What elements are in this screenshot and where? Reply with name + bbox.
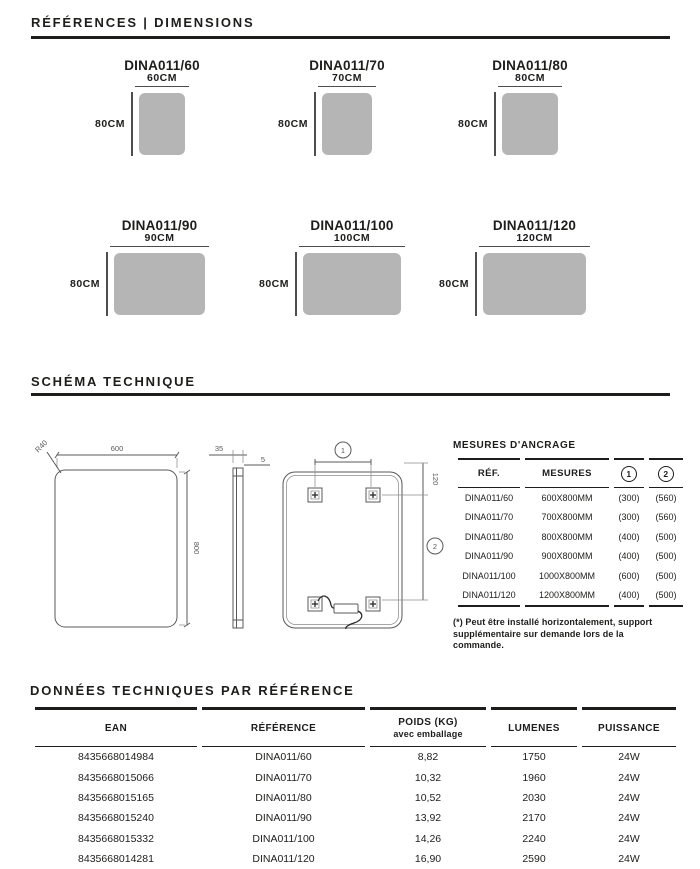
circled-2: 2 (658, 466, 674, 482)
cable-in (318, 596, 334, 608)
tech-row: 8435668014984 DINA011/60 8,82 1750 24W (78, 751, 640, 764)
width-dim-line (479, 246, 590, 248)
mirror-width-label: 60CM (146, 72, 178, 84)
mirror-width-label: 90CM (144, 232, 175, 244)
anchor-row: DINA011/80 800X800MM (400) (500) (464, 531, 677, 542)
anchor-table-title: MESURES D'ANCRAGE (453, 440, 576, 451)
callout-2-value: 2 (432, 542, 438, 551)
cable-out (346, 611, 362, 629)
section-title-schema: SCHÉMA TECHNIQUE (31, 374, 196, 389)
mirror-width-label: 70CM (331, 72, 363, 84)
mirror-ref: DINA011/120 (492, 218, 577, 233)
anchor-measures-panel (453, 440, 677, 607)
anchor-bracket (366, 597, 380, 611)
col-mesures: MESURES (525, 458, 609, 488)
anchor-footnote: (*) Peut être installé horizontalement, support supplémentaire sur demande lors de la commande. (453, 617, 653, 651)
section-title-dimensions: RÉFÉRENCES | DIMENSIONS (31, 15, 255, 30)
technical-drawing (30, 435, 450, 650)
circled-1: 1 (621, 466, 637, 482)
front-width-value: 600 (110, 444, 124, 453)
mirror-ref: DINA011/70 (309, 58, 385, 73)
mirror-width-label: 120CM (516, 232, 553, 244)
mirror-shape (483, 253, 586, 315)
mirror-card (258, 218, 401, 315)
mirror-shape (139, 93, 185, 155)
anchor-table (453, 458, 688, 607)
col-reference: RÉFÉRENCE (202, 707, 365, 747)
top-offset-value: 120 (431, 472, 440, 486)
technical-data-panel (30, 683, 671, 869)
section-title-tech-data: DONNÉES TECHNIQUES PAR RÉFÉRENCE (30, 683, 355, 698)
col-puissance: PUISSANCE (582, 707, 676, 747)
mirror-shape (114, 253, 205, 315)
side-view-profile (233, 468, 243, 628)
anchor-row: DINA011/100 1000X800MM (600) (500) (462, 570, 677, 581)
mirror-height-label: 80CM (69, 278, 100, 290)
anchor-row: DINA011/70 700X800MM (300) (560) (464, 512, 677, 523)
mirror-height-label: 80CM (258, 278, 289, 290)
led-driver (334, 604, 358, 613)
mirror-height-label: 80CM (457, 118, 488, 130)
mirror-ref: DINA011/80 (492, 58, 568, 73)
mirror-ref: DINA011/90 (121, 218, 198, 233)
col-poids: POIDS (KG) avec emballage (370, 707, 486, 747)
side-depth-value: 35 (214, 444, 224, 453)
width-dim-line (299, 246, 405, 248)
front-height-value: 800 (192, 541, 201, 555)
mirror-height-label: 80CM (94, 118, 125, 130)
mirror-card (69, 218, 205, 315)
width-dim-line (135, 86, 189, 88)
mirror-shape (322, 93, 372, 155)
col-callout-1 (614, 458, 644, 488)
mirror-ref: DINA011/100 (310, 218, 394, 233)
anchor-row: DINA011/90 900X800MM (400) (500) (464, 551, 677, 562)
mirror-card (457, 58, 568, 155)
mirror-height-label: 80CM (438, 278, 469, 290)
tech-row: 8435668014281 DINA011/120 16,90 2590 24W (78, 853, 640, 866)
mirror-height-label: 80CM (277, 118, 308, 130)
callout-1-value: 1 (340, 446, 346, 455)
front-view-outline (55, 470, 177, 627)
mirror-shape (502, 93, 558, 155)
technical-data-table (30, 707, 681, 869)
anchor-bracket (366, 488, 380, 502)
height-dim-line (106, 252, 108, 316)
tech-row: 8435668015066 DINA011/70 10,32 1960 24W (78, 771, 640, 784)
height-dim-line (295, 252, 297, 316)
mirror-width-label: 100CM (333, 232, 371, 244)
mirror-shape (303, 253, 401, 315)
height-dim-line (475, 252, 477, 316)
width-dim-line (110, 246, 209, 248)
mirror-ref: DINA011/60 (124, 58, 200, 73)
height-dim-line (494, 92, 496, 156)
anchor-bracket (308, 488, 322, 502)
tech-row: 8435668015332 DINA011/100 14,26 2240 24W (78, 832, 640, 845)
col-lumens: LUMENES (491, 707, 577, 747)
width-dim-line (498, 86, 562, 88)
width-dim-line (318, 86, 376, 88)
front-radius-value: R40 (33, 438, 50, 455)
tech-row: 8435668015240 DINA011/90 13,92 2170 24W (78, 812, 640, 825)
mirror-card (438, 218, 586, 315)
anchor-row: DINA011/60 600X800MM (300) (560) (464, 492, 677, 503)
section-rule (31, 393, 670, 396)
height-dim-line (314, 92, 316, 156)
col-callout-2 (649, 458, 683, 488)
tech-row: 8435668015165 DINA011/80 10,52 2030 24W (78, 791, 640, 804)
mirror-card (277, 58, 385, 155)
side-gap-value: 5 (260, 455, 266, 464)
mirror-card (94, 58, 200, 155)
back-view-outline (283, 472, 402, 628)
col-ean: EAN (35, 707, 197, 747)
col-ref: RÉF. (458, 458, 520, 488)
mirror-width-label: 80CM (514, 72, 546, 84)
section-rule (31, 36, 670, 39)
height-dim-line (131, 92, 133, 156)
anchor-row: DINA011/120 1200X800MM (400) (500) (458, 586, 683, 608)
